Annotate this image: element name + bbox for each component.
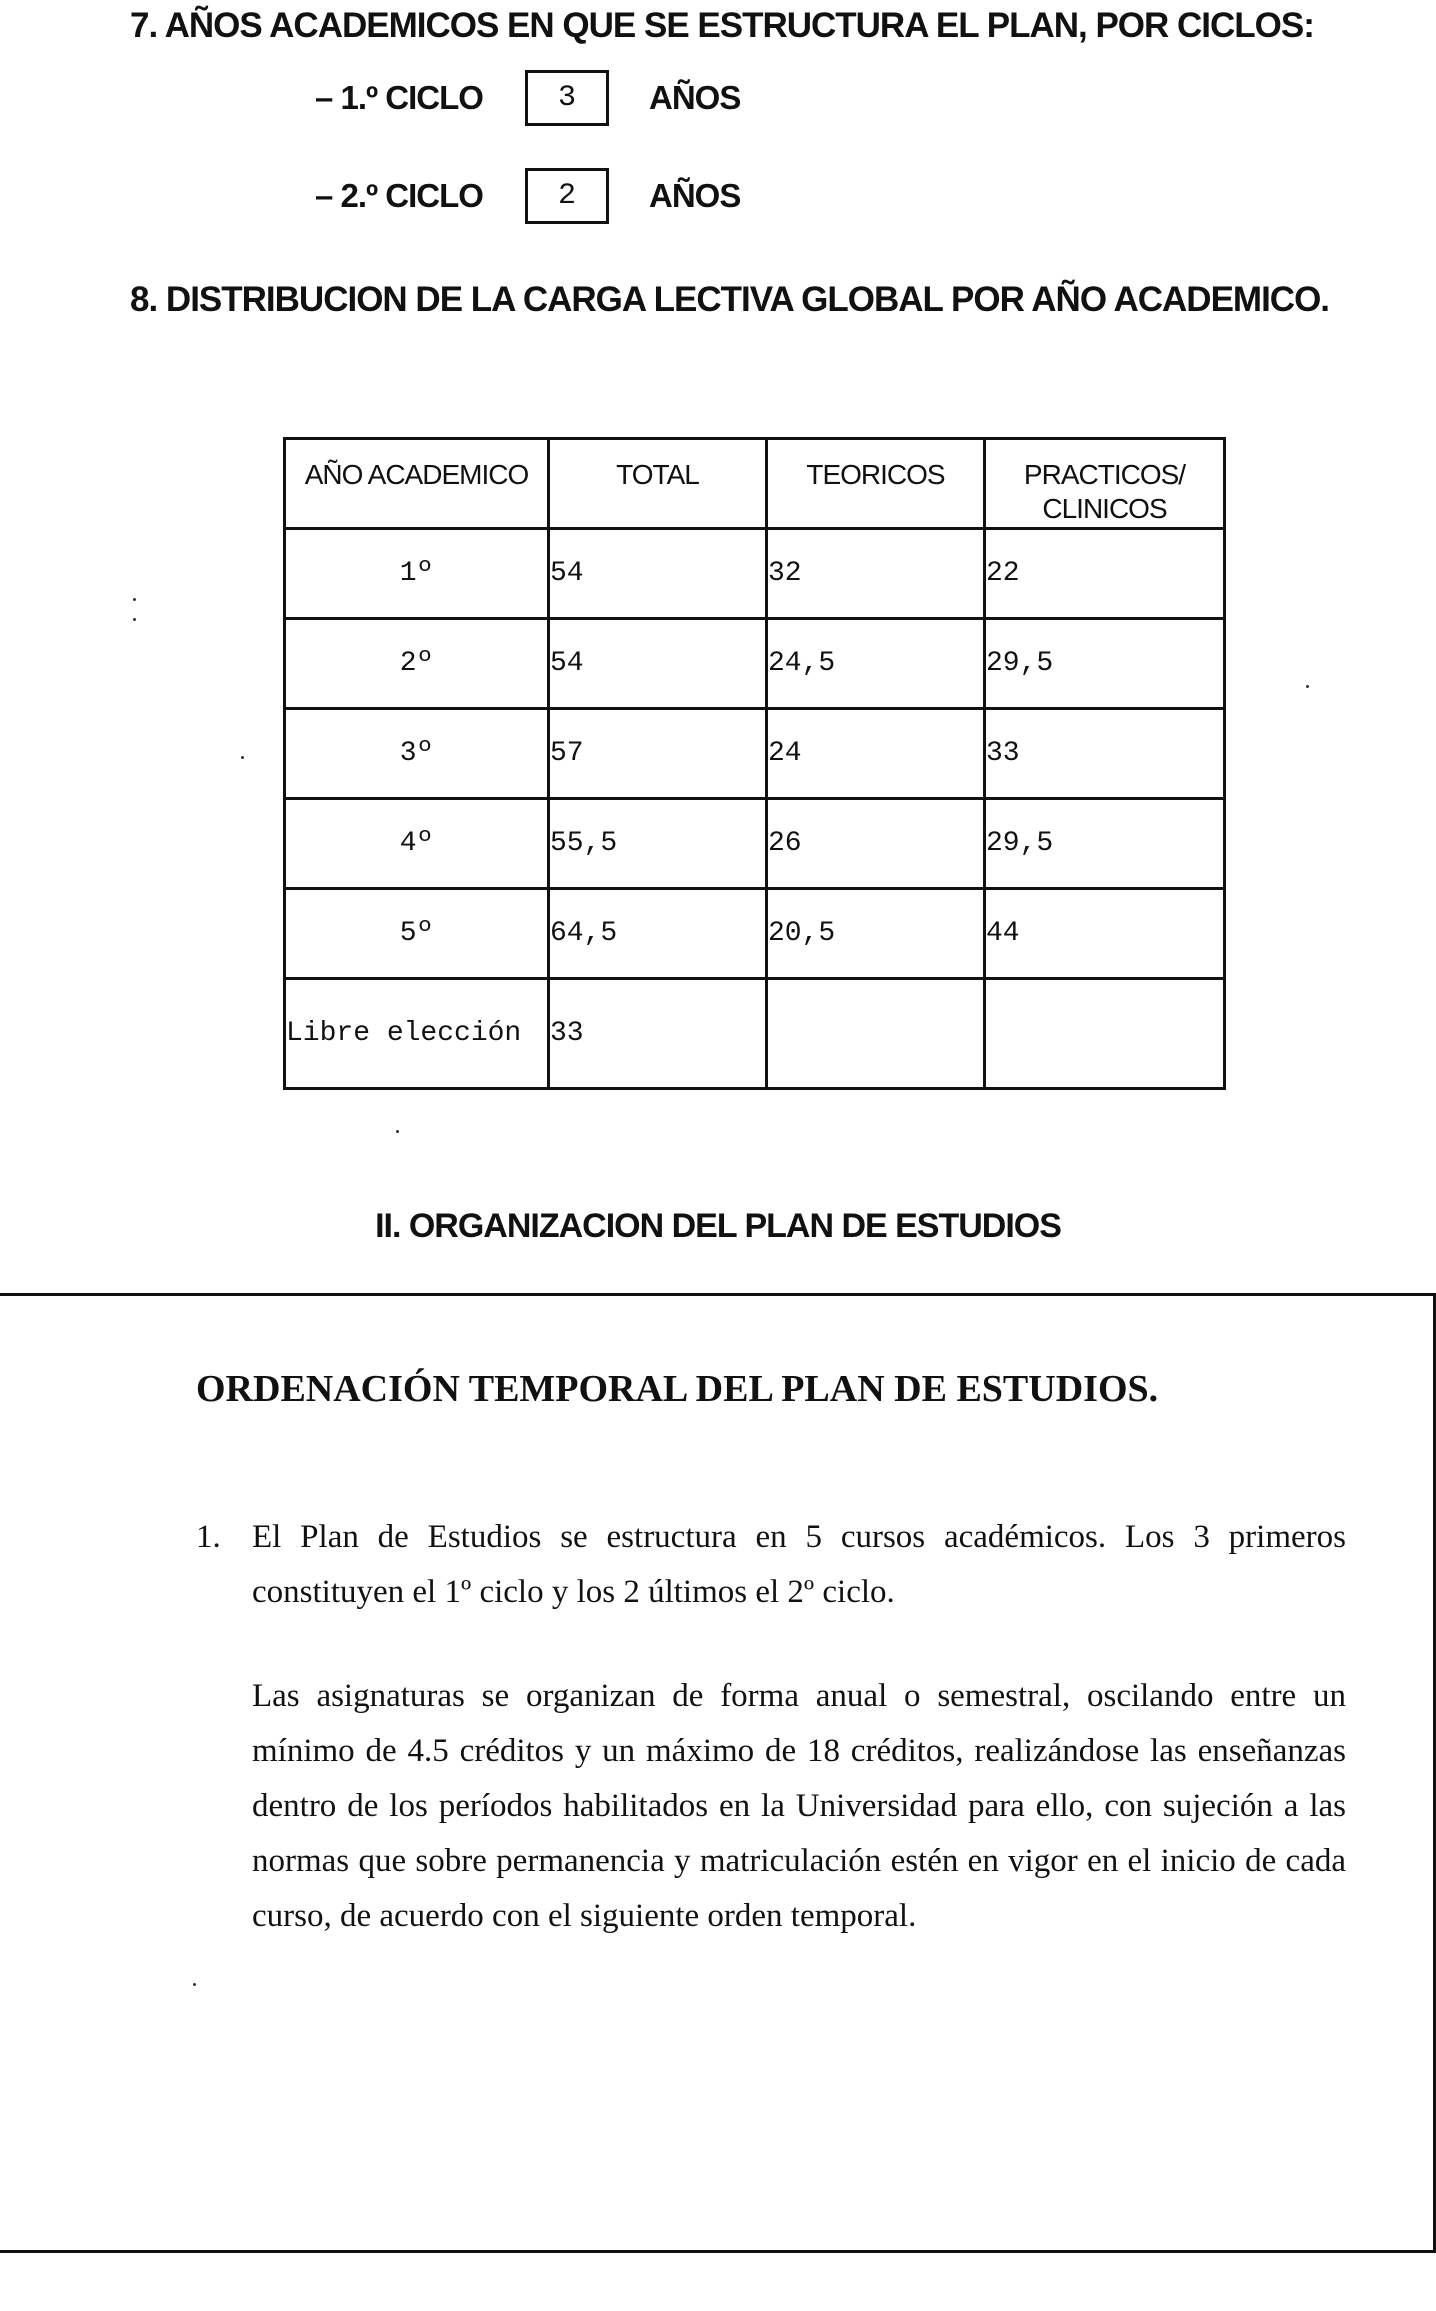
section-ii-title: II. ORGANIZACION DEL PLAN DE ESTUDIOS xyxy=(375,1207,1061,1245)
cell-practice: 29,5 xyxy=(985,619,1225,709)
cycle-unit: AÑOS xyxy=(649,79,741,116)
cell-year: 2º xyxy=(285,619,549,709)
scan-speck xyxy=(396,1130,399,1133)
cycle-label: – 1.º CICLO xyxy=(315,79,483,116)
item-number: 1. xyxy=(196,1519,221,1555)
cycle-row-2 xyxy=(315,164,740,228)
column-header-practice: PRACTICOS/ CLINICOS xyxy=(985,439,1225,529)
cell-total: 55,5 xyxy=(549,799,767,889)
cell-year: Libre elección xyxy=(285,979,549,1089)
cell-practice: 29,5 xyxy=(985,799,1225,889)
table-row xyxy=(285,979,1225,1089)
cell-year: 3º xyxy=(285,709,549,799)
table-row xyxy=(285,709,1225,799)
cell-theory: 26 xyxy=(767,799,985,889)
cell-practice: 22 xyxy=(985,529,1225,619)
column-header-year: AÑO ACADEMICO xyxy=(285,439,549,529)
cell-theory: 32 xyxy=(767,529,985,619)
cell-theory: 24,5 xyxy=(767,619,985,709)
cycle-label: – 2.º CICLO xyxy=(315,177,483,214)
cycle-years-box: 2 xyxy=(525,168,609,224)
section-8-heading: 8. DISTRIBUCION DE LA CARGA LECTIVA GLOBAL POR AÑO ACADEMICO. xyxy=(130,280,1330,319)
column-header-total: TOTAL xyxy=(549,439,767,529)
cell-year: 5º xyxy=(285,889,549,979)
column-header-theory: TEORICOS xyxy=(767,439,985,529)
table-row xyxy=(285,619,1225,709)
cell-theory xyxy=(767,979,985,1089)
cycle-row-1 xyxy=(315,66,740,130)
cell-practice: 44 xyxy=(985,889,1225,979)
scan-speck xyxy=(1306,685,1309,688)
table-row xyxy=(285,889,1225,979)
section-7-heading: 7. AÑOS ACADEMICOS EN QUE SE ESTRUCTURA EL PLAN, POR CICLOS: xyxy=(130,6,1314,45)
cell-total: 54 xyxy=(549,529,767,619)
cell-year: 1º xyxy=(285,529,549,619)
cycle-unit: AÑOS xyxy=(649,177,741,214)
cell-practice xyxy=(985,979,1225,1089)
cell-theory: 20,5 xyxy=(767,889,985,979)
academic-load-table xyxy=(283,437,1226,1090)
cycle-years-box: 3 xyxy=(525,70,609,126)
ordering-title: ORDENACIÓN TEMPORAL DEL PLAN DE ESTUDIOS. xyxy=(196,1368,1159,1410)
cell-total: 64,5 xyxy=(549,889,767,979)
cell-year: 4º xyxy=(285,799,549,889)
scan-speck xyxy=(193,1983,196,1986)
scan-speck xyxy=(241,756,244,759)
cell-practice: 33 xyxy=(985,709,1225,799)
cell-total: 33 xyxy=(549,979,767,1089)
table-header-row xyxy=(285,439,1225,529)
paragraph-2: Las asignaturas se organizan de forma anual o semestral, oscilando entre un mínimo de 4.5 créditos y un máximo de 18 créditos, realizándose las enseñanzas dentro de los períodos habilitados en la Universidad para ello, con sujeción a las normas que sobre permanencia y matriculación estén en vigor en el inicio de cada curso, de acuerdo con el siguiente orden temporal. xyxy=(252,1678,1346,1934)
table-row xyxy=(285,799,1225,889)
cell-theory: 24 xyxy=(767,709,985,799)
cell-total: 57 xyxy=(549,709,767,799)
cell-total: 54 xyxy=(549,619,767,709)
scan-speck xyxy=(133,618,136,621)
paragraph-1: El Plan de Estudios se estructura en 5 cursos académicos. Los 3 primeros constituyen el 1º ciclo y los 2 últimos el 2º ciclo. xyxy=(252,1519,1346,1610)
table-row xyxy=(285,529,1225,619)
scan-speck xyxy=(133,598,136,601)
